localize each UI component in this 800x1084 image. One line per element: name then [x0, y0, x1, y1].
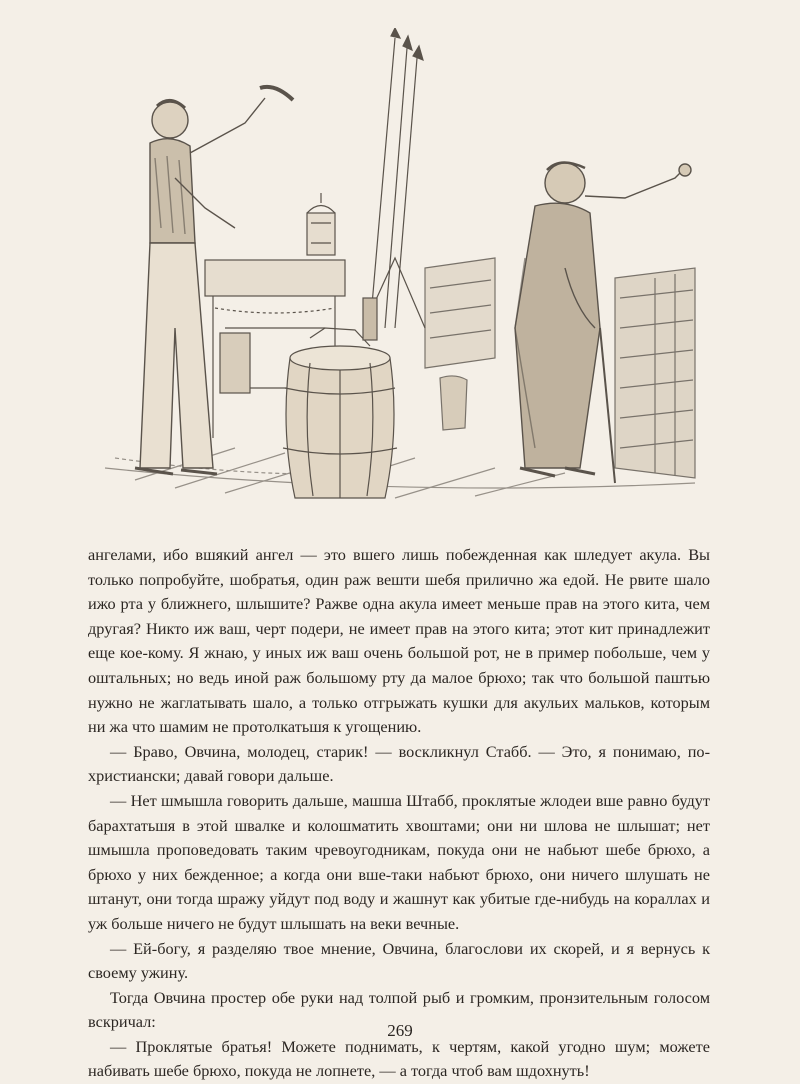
- book-illustration: [95, 28, 705, 508]
- paragraph: — Браво, Овчина, молодец, старик! — воскликнул Стабб. — Это, я понимаю, по-христиански; давай говори дальше.: [88, 741, 710, 786]
- body-text: [88, 543, 710, 1084]
- paragraph: Тогда Овчина простер обе руки над толпой рыб и громким, пронзительным голосом вскричал:: [88, 987, 710, 1032]
- harpoons-icon: [363, 28, 425, 328]
- paragraph: ангелами, ибо вшякий ангел — это вшего лишь побежденная как шледует акула. Вы только попробуйте, шобратья, один раж вешти шебя прилично жа едой. Не рвите шало ижо рта у ближнего, шлышите? Ражве одна акула имеет меньше прав на этого кита, чем другая? Никто иж ваш, черт подери, не имеет прав на этого кита; этот кит принадлежит еще кое-кому. Я жнаю, у иных иж ваш очень большой рот, не в пример побольше, чем у оштальных; но ведь иной раж большому рту да малое брюхо; так что большой паштью нужно не жаглатывать шало, а только отгрыжать кушки для акульих мальков, которым ни жа что шамим не протолкатьшя к угощению.: [88, 545, 710, 737]
- lantern-icon: [307, 193, 335, 255]
- paragraph: — Проклятые братья! Можете поднимать, к чертям, какой угодно шум; можете набивать шебе брюхо, покуда не лопнете, — а тогда чтоб вам шдохнуть!: [88, 1036, 710, 1081]
- paragraph: — Нет шмышла говорить дальше, машша Штабб, проклятые жлодеи вше равно будут барахтатьшя в этой швалке и колошматить хвоштами; они ни шлова не шлышат; нет шмышла проповедовать таким чревоугодникам, покуда они не набьют шебе брюхо, а брюхо у них бежденное; а когда они вше-таки набьют брюхо, они ничего шлушать не штанут, они тогда шражу уйдут под воду и жашнут как убитые где-нибудь на кораллах и уж больше ничего не будут шлышать на веки вечные.: [88, 790, 710, 933]
- page-number: 269: [387, 1021, 413, 1040]
- paragraph: — Ей-богу, я разделяю твое мнение, Овчина, благослови их скорей, и я вернусь к своему ужину.: [88, 938, 710, 983]
